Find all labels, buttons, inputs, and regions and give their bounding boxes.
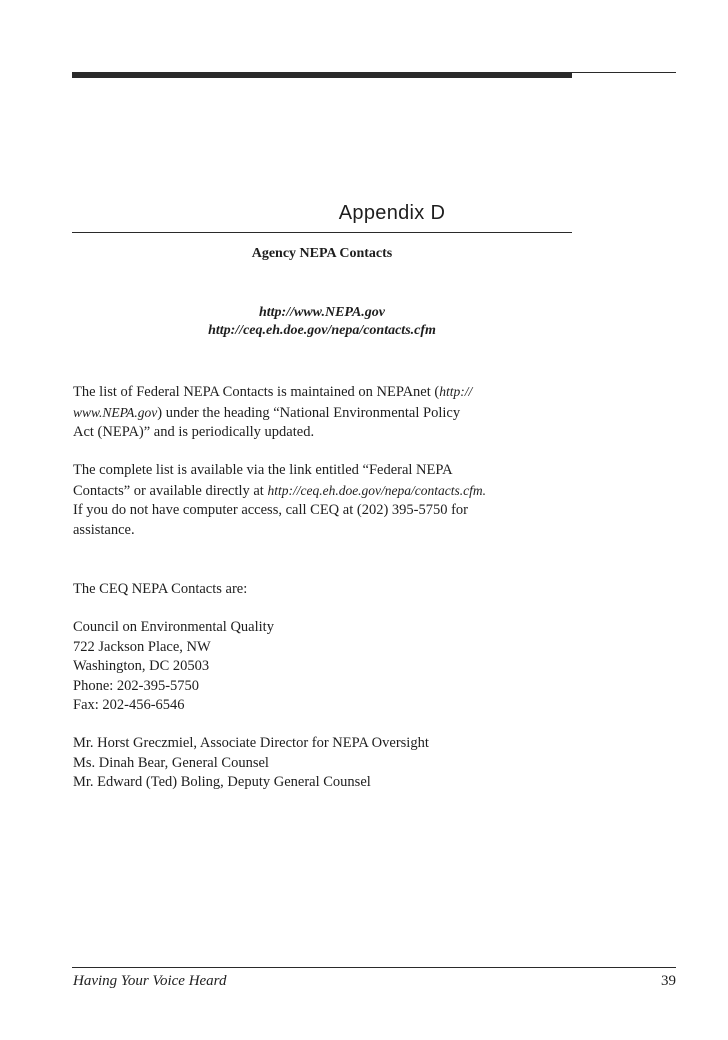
section-subtitle: Agency NEPA Contacts (251, 246, 393, 261)
address-line: Council on Environmental Quality (73, 619, 274, 635)
nepanet-link-part-1[interactable]: http:// (439, 384, 473, 399)
staff-item: Mr. Edward (Ted) Boling, Deputy General Counsel (73, 774, 371, 790)
nepa-url[interactable]: http://www.NEPA.gov (258, 305, 385, 320)
address-line: Washington, DC 20503 (73, 658, 210, 674)
availability-text-b: Contacts” or available directly at (73, 482, 268, 499)
header-thick-rule (72, 72, 572, 78)
intro-line-3: Act (NEPA)” and is periodically updated. (73, 424, 315, 440)
intro-line-2 (73, 403, 573, 424)
intro-paragraph (73, 382, 573, 443)
footer-rule (72, 967, 676, 968)
intro-line-1 (73, 382, 573, 403)
contacts-intro: The CEQ NEPA Contacts are: (73, 581, 248, 597)
page-number: 39 (661, 973, 676, 989)
availability-paragraph (73, 461, 573, 540)
staff-item: Mr. Horst Greczmiel, Associate Director for NEPA Oversight (73, 735, 429, 751)
appendix-title: Appendix D (338, 202, 446, 224)
header-thin-rule (572, 72, 676, 73)
intro-text-d: ) under the heading “National Environmental Policy (157, 404, 461, 421)
fax-line: Fax: 202-456-6546 (73, 697, 185, 713)
address-line: 722 Jackson Place, NW (73, 638, 211, 655)
availability-line-4: assistance. (73, 521, 135, 538)
staff-item: Ms. Dinah Bear, General Counsel (73, 754, 269, 771)
nepanet-link-part-2[interactable]: www.NEPA.gov (73, 404, 158, 420)
title-rule (72, 232, 572, 233)
contacts-url[interactable]: http://ceq.eh.doe.gov/nepa/contacts.cfm (208, 323, 436, 338)
contacts-direct-link[interactable]: http://ceq.eh.doe.gov/nepa/contacts.cfm. (267, 482, 487, 498)
footer-title: Having Your Voice Heard (73, 973, 227, 989)
availability-line-2 (73, 481, 573, 502)
phone-line: Phone: 202-395-5750 (73, 677, 200, 694)
intro-text-a: The list of Federal NEPA Contacts is maintained on NEPAnet ( (73, 384, 440, 400)
availability-line-1: The complete list is available via the link entitled “Federal NEPA (73, 462, 453, 478)
staff-list (73, 734, 573, 793)
address-block (73, 618, 573, 716)
availability-line-3: If you do not have computer access, call CEQ at (202) 395-5750 for (73, 502, 469, 518)
